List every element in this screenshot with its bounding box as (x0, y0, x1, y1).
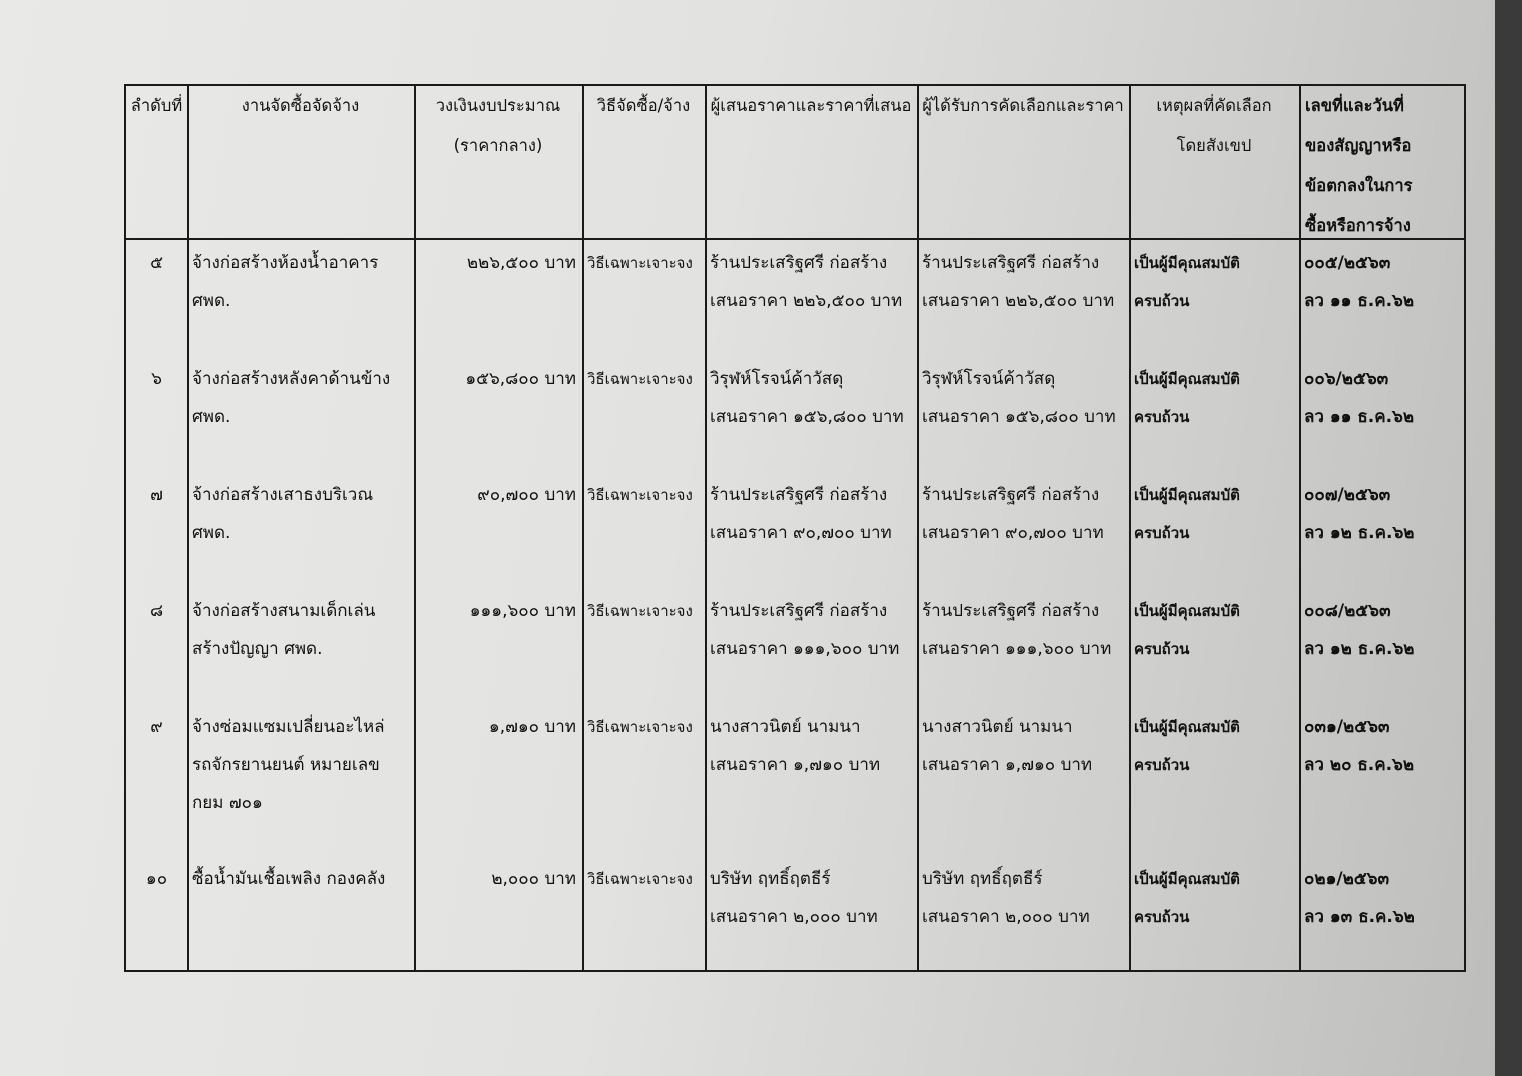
row-6-reason: เป็นผู้มีคุณสมบัติ ครบถ้วน (1134, 870, 1240, 926)
row-1-reason: เป็นผู้มีคุณสมบัติ ครบถ้วน (1134, 254, 1240, 310)
header-reason: เหตุผลที่คัดเลือก โดยสังเขป (1156, 96, 1272, 155)
row-4-work: จ้างก่อสร้างสนามเด็กเล่น สร้างปัญญา ศพด. (192, 601, 376, 659)
row-3-bidders: ร้านประเสริฐศรี ก่อสร้าง เสนอราคา ๙๐,๗๐๐ บาท (710, 485, 892, 543)
header-contract: เลขที่และวันที่ ของสัญญาหรือ ข้อตกลงในการ ซื้อหรือการจ้าง (1305, 96, 1413, 235)
row-1-bidders: ร้านประเสริฐศรี ก่อสร้าง เสนอราคา ๒๒๖,๕๐๐ บาท (710, 253, 903, 311)
row-6-selected: บริษัท ฤทธิ์ฤตธีร์ เสนอราคา ๒,๐๐๐ บาท (922, 869, 1090, 927)
row-4-method: วิธีเฉพาะเจาะจง (587, 602, 693, 620)
row-2-selected: วิรุฬห์โรจน์ค้าวัสดุ เสนอราคา ๑๕๖,๘๐๐ บาท (922, 369, 1116, 427)
row-2-work: จ้างก่อสร้างหลังคาด้านข้าง ศพด. (192, 369, 391, 427)
header-method: วิธีจัดซื้อ/จ้าง (596, 96, 691, 115)
row-6-method: วิธีเฉพาะเจาะจง (587, 870, 693, 888)
row-1-selected: ร้านประเสริฐศรี ก่อสร้าง เสนอราคา ๒๒๖,๕๐๐ บาท (922, 253, 1115, 311)
row-6-contract: ๐๒๑/๒๕๖๓ ลว ๑๓ ธ.ค.๖๒ (1304, 869, 1415, 927)
row-2-method: วิธีเฉพาะเจาะจง (587, 370, 693, 388)
row-3-budget: ๙๐,๗๐๐ บาท (477, 485, 576, 505)
row-6-budget: ๒,๐๐๐ บาท (491, 869, 576, 889)
row-5-contract: ๐๓๑/๒๕๖๓ ลว ๒๐ ธ.ค.๖๒ (1304, 717, 1415, 775)
row-5-no: ๙ (150, 717, 163, 737)
header-selected: ผู้ได้รับการคัดเลือกและราคา (922, 96, 1124, 115)
row-3-selected: ร้านประเสริฐศรี ก่อสร้าง เสนอราคา ๙๐,๗๐๐ บาท (922, 485, 1104, 543)
row-3-no: ๗ (150, 485, 163, 505)
header-budget: วงเงินงบประมาณ (ราคากลาง) (435, 96, 561, 155)
row-1-contract: ๐๐๕/๒๕๖๓ ลว ๑๑ ธ.ค.๖๒ (1304, 253, 1415, 311)
row-5-reason: เป็นผู้มีคุณสมบัติ ครบถ้วน (1134, 718, 1240, 774)
header-no: ลำดับที่ (130, 96, 183, 115)
row-3-method: วิธีเฉพาะเจาะจง (587, 486, 693, 504)
row-4-no: ๘ (149, 601, 164, 621)
row-4-contract: ๐๐๘/๒๕๖๓ ลว ๑๒ ธ.ค.๖๒ (1304, 601, 1415, 659)
column-divider (705, 86, 707, 970)
row-4-reason: เป็นผู้มีคุณสมบัติ ครบถ้วน (1134, 602, 1240, 658)
column-divider (917, 86, 919, 970)
row-1-work: จ้างก่อสร้างห้องน้ำอาคาร ศพด. (192, 253, 379, 311)
row-1-budget: ๒๒๖,๕๐๐ บาท (466, 253, 576, 273)
header-bidders: ผู้เสนอราคาและราคาที่เสนอ (710, 96, 912, 115)
column-divider (1129, 86, 1131, 970)
procurement-table (124, 84, 1466, 972)
row-3-work: จ้างก่อสร้างเสาธงบริเวณ ศพด. (192, 485, 374, 543)
row-2-budget: ๑๕๖,๘๐๐ บาท (465, 369, 576, 389)
column-divider (582, 86, 584, 970)
column-divider (187, 86, 189, 970)
row-5-method: วิธีเฉพาะเจาะจง (587, 718, 693, 736)
row-2-bidders: วิรุฬห์โรจน์ค้าวัสดุ เสนอราคา ๑๕๖,๘๐๐ บาท (710, 369, 904, 427)
row-2-reason: เป็นผู้มีคุณสมบัติ ครบถ้วน (1134, 370, 1240, 426)
row-5-bidders: นางสาวนิตย์ นามนา เสนอราคา ๑,๗๑๐ บาท (710, 717, 881, 775)
row-6-work: ซื้อน้ำมันเชื้อเพลิง กองคลัง (192, 869, 386, 889)
row-5-selected: นางสาวนิตย์ นามนา เสนอราคา ๑,๗๑๐ บาท (922, 717, 1093, 775)
header-work: งานจัดซื้อจัดจ้าง (241, 96, 360, 115)
row-4-bidders: ร้านประเสริฐศรี ก่อสร้าง เสนอราคา ๑๑๑,๖๐๐ บาท (710, 601, 900, 659)
row-6-no: ๑๐ (145, 869, 168, 889)
row-4-budget: ๑๑๑,๖๐๐ บาท (469, 601, 576, 621)
row-2-no: ๖ (151, 369, 162, 389)
row-5-budget: ๑,๗๑๐ บาท (488, 717, 576, 737)
header-divider (126, 238, 1464, 240)
row-4-selected: ร้านประเสริฐศรี ก่อสร้าง เสนอราคา ๑๑๑,๖๐๐ บาท (922, 601, 1112, 659)
column-divider (414, 86, 416, 970)
row-3-contract: ๐๐๗/๒๕๖๓ ลว ๑๒ ธ.ค.๖๒ (1304, 485, 1415, 543)
row-3-reason: เป็นผู้มีคุณสมบัติ ครบถ้วน (1134, 486, 1240, 542)
row-6-bidders: บริษัท ฤทธิ์ฤตธีร์ เสนอราคา ๒,๐๐๐ บาท (710, 869, 878, 927)
row-2-contract: ๐๐๖/๒๕๖๓ ลว ๑๑ ธ.ค.๖๒ (1304, 369, 1415, 427)
row-1-no: ๕ (150, 253, 163, 273)
row-1-method: วิธีเฉพาะเจาะจง (587, 254, 693, 272)
row-5-work: จ้างซ่อมแซมเปลี่ยนอะไหล่ รถจักรยานยนต์ หมายเลข กยม ๗๐๑ (192, 717, 385, 813)
